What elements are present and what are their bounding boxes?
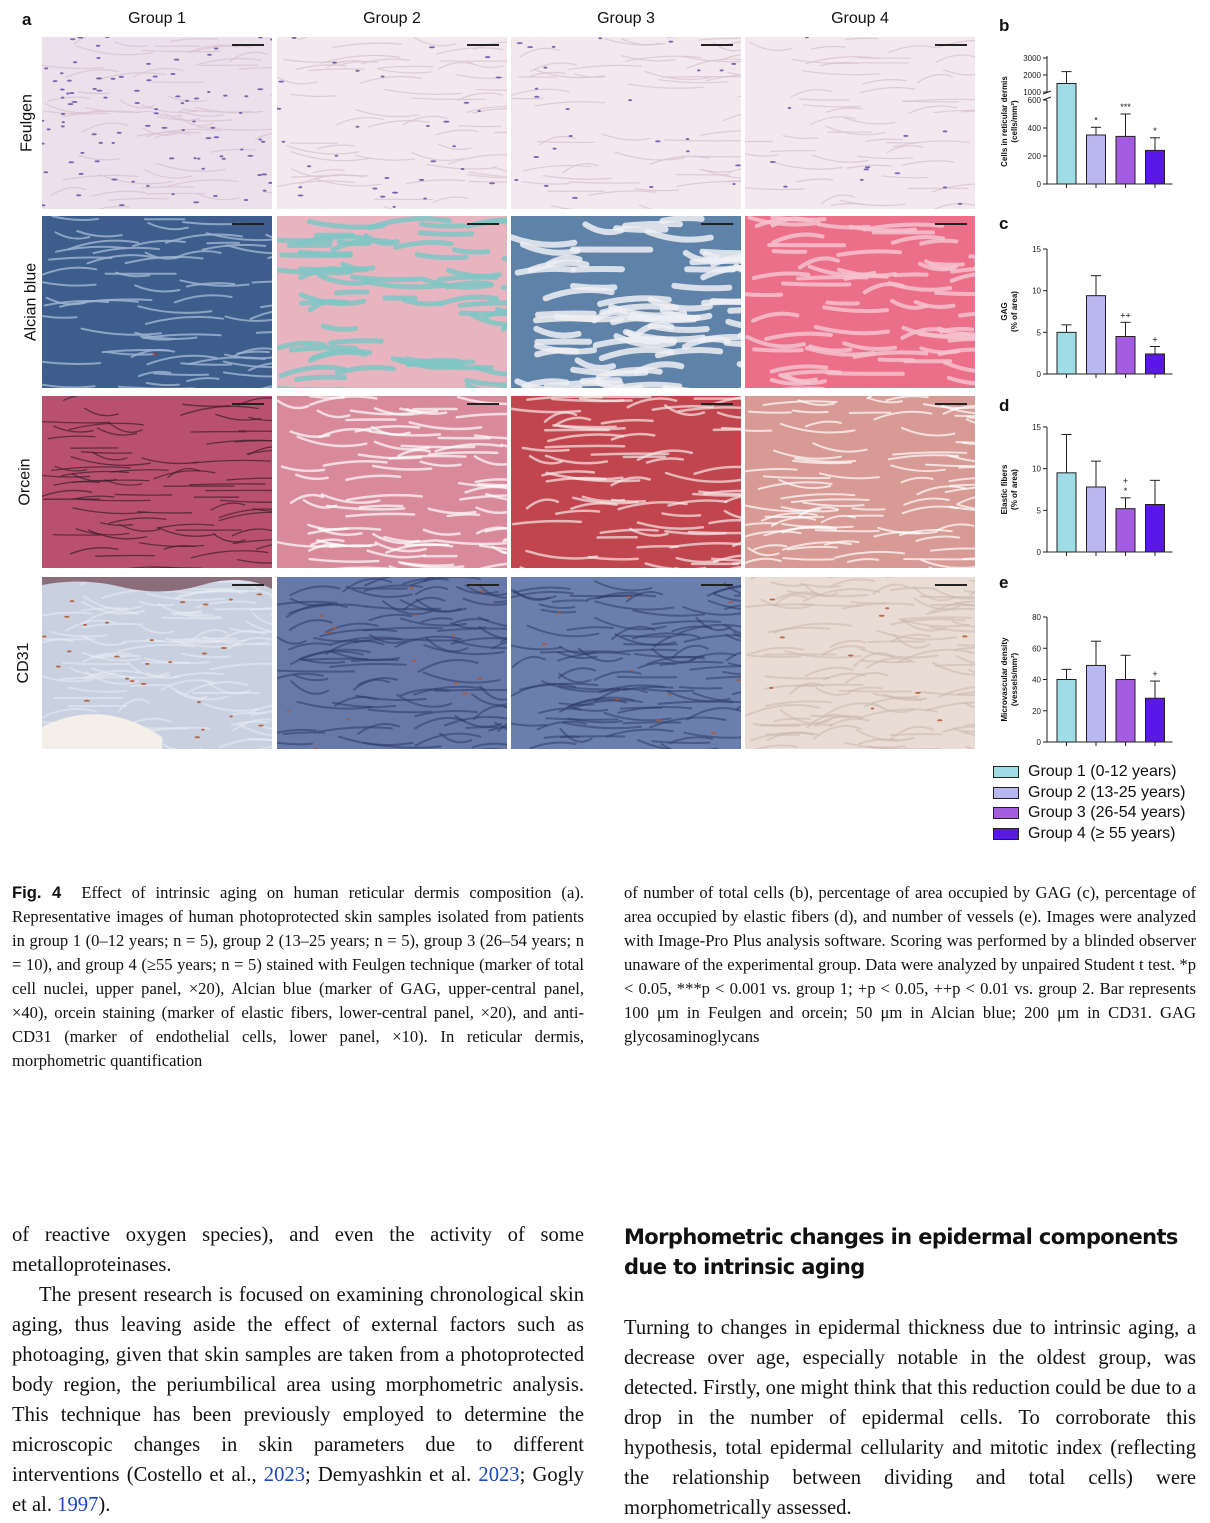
bar-d-group-1 bbox=[1057, 473, 1076, 552]
legend-swatch bbox=[993, 807, 1019, 819]
micrograph-feulgen-group-4 bbox=[745, 37, 975, 209]
legend-item bbox=[993, 783, 1185, 804]
y-tick-label: 5 bbox=[1036, 328, 1041, 338]
y-tick-label: 0 bbox=[1036, 370, 1041, 379]
significance-label: * bbox=[1094, 115, 1098, 126]
y-axis-label: Elastic fibers(% of area) bbox=[1000, 464, 1019, 515]
bar-e-group-3 bbox=[1116, 680, 1135, 743]
micrograph-orcein-group-1 bbox=[42, 396, 272, 568]
caption-right-text: of number of total cells (b), percentage of area occupied by GAG (c), percentage of area occupied by elastic fibers (d), and number of vessels (e). Images were analyzed with Image-Pro Plus analysis software. Scoring was performed by a blinded observer unaware of the experimental group. Data were analyzed by unpaired Student t test. *p < 0.05, ***p < 0.001 vs. group 1; +p < 0.05, ++p < 0.01 vs. group 2. Bar represents 100 μm in Feulgen and orcein; 50 μm in Alcian blue; 200 μm in CD31. GAG glycosaminoglycans bbox=[624, 883, 1196, 1046]
row-label-feulgen: Feulgen bbox=[18, 94, 36, 152]
y-tick-label: 2000 bbox=[1023, 71, 1041, 80]
group-header-3: Group 3 bbox=[597, 10, 655, 27]
bar-e-group-2 bbox=[1087, 665, 1106, 742]
legend-item bbox=[993, 803, 1185, 824]
bar-d-group-4 bbox=[1146, 505, 1165, 553]
y-tick-label: 0 bbox=[1036, 738, 1041, 747]
bar-b-group-4 bbox=[1146, 150, 1165, 184]
legend-swatch bbox=[993, 766, 1019, 778]
panel-e-letter: e bbox=[999, 573, 1009, 592]
bar-c-group-2 bbox=[1087, 296, 1106, 374]
bar-d-group-2 bbox=[1087, 487, 1106, 552]
micrograph-alcian-blue-group-3 bbox=[511, 216, 741, 388]
significance-label: ++ bbox=[1120, 310, 1131, 321]
scale-bar bbox=[935, 44, 967, 46]
micrograph-feulgen-group-3 bbox=[511, 37, 741, 209]
micrograph-feulgen-group-2 bbox=[277, 37, 507, 209]
bar-b-group-1 bbox=[1057, 84, 1076, 185]
legend-label: Group 3 (26-54 years) bbox=[1028, 804, 1186, 822]
legend-item bbox=[993, 824, 1185, 845]
micrograph-orcein-group-3 bbox=[511, 396, 741, 568]
body-right-column bbox=[624, 1313, 1196, 1523]
bar-chart-microvascular-density bbox=[985, 606, 1195, 751]
citation-link[interactable]: 1997 bbox=[57, 1494, 99, 1516]
micrograph-feulgen-group-1 bbox=[42, 37, 272, 209]
caption-left bbox=[12, 881, 584, 1073]
significance-label: *** bbox=[1120, 102, 1131, 112]
significance-label: + bbox=[1122, 475, 1129, 486]
y-tick-label: 600 bbox=[1027, 96, 1041, 105]
y-tick-label: 200 bbox=[1027, 152, 1041, 161]
significance-label: + bbox=[1152, 334, 1158, 345]
y-tick-label: 40 bbox=[1032, 675, 1041, 685]
bar-d-group-3 bbox=[1116, 509, 1135, 552]
significance-label: + bbox=[1152, 669, 1158, 680]
body-paragraph: of reactive oxygen species), and even the activity of some metalloproteinases. bbox=[12, 1224, 584, 1276]
legend-label: Group 2 (13-25 years) bbox=[1028, 783, 1186, 801]
y-tick-label: 5 bbox=[1036, 506, 1041, 516]
citation-link[interactable]: 2023 bbox=[263, 1464, 305, 1486]
body-left-column bbox=[12, 1220, 584, 1520]
micrograph-alcian-blue-group-2 bbox=[277, 216, 507, 388]
panel-a-letter: a bbox=[22, 10, 32, 29]
figure-label: Fig. 4 bbox=[12, 883, 62, 902]
scale-bar bbox=[701, 44, 733, 46]
y-tick-label: 10 bbox=[1032, 464, 1041, 474]
y-tick-label: 15 bbox=[1032, 423, 1041, 432]
legend-item bbox=[993, 762, 1185, 783]
scale-bar bbox=[701, 403, 733, 405]
y-tick-label: 80 bbox=[1032, 613, 1041, 622]
bar-chart-cells bbox=[985, 48, 1195, 193]
significance-label: * bbox=[1123, 485, 1128, 496]
caption-right bbox=[624, 881, 1196, 1049]
y-tick-label: 0 bbox=[1036, 180, 1041, 189]
panel-d-letter: d bbox=[999, 396, 1010, 415]
y-axis-label: Cells in reticular dermis(cells/mm²) bbox=[1000, 76, 1019, 167]
scale-bar bbox=[935, 223, 967, 225]
micrograph-alcian-blue-group-4 bbox=[745, 216, 975, 388]
legend-label: Group 4 (≥ 55 years) bbox=[1028, 824, 1176, 842]
scale-bar bbox=[935, 584, 967, 586]
citation-link[interactable]: 2023 bbox=[478, 1464, 520, 1486]
row-label-alcian-blue: Alcian blue bbox=[22, 262, 40, 342]
body-paragraph: The present research is focused on examining chronological skin aging, thus leaving aside the effect of external factors such as photoaging, given that skin samples are taken from a photoprotected body region, the periumbilical area using morphometric analysis. This technique has been previously employed to determine the microscopic changes in skin parameters due to different interventions (Costello et al., 2023; Demyashkin et al. 2023; Gogly et al. 1997). bbox=[12, 1284, 584, 1516]
legend-swatch bbox=[993, 828, 1019, 840]
panel-c-letter: c bbox=[999, 214, 1009, 233]
panel-b-letter: b bbox=[999, 16, 1010, 35]
group-header-1: Group 1 bbox=[128, 10, 186, 27]
scale-bar bbox=[232, 223, 264, 225]
y-tick-label: 3000 bbox=[1023, 54, 1041, 63]
micrograph-cd31-group-4 bbox=[745, 577, 975, 749]
bar-e-group-4 bbox=[1146, 698, 1165, 742]
legend bbox=[993, 762, 1185, 844]
body-paragraph: Turning to changes in epidermal thickness due to intrinsic aging, a decrease over age, especially notable in the oldest group, was detected. Firstly, one might think that this reduction could be due to a drop in the number of epidermal cells. To corroborate this hypothesis, total epidermal cellularity and mitotic index (reflecting the relationship between dividing and total cells) were morphometrically assessed. bbox=[624, 1317, 1196, 1519]
y-axis-label: Microvascular density(vessels/mm²) bbox=[1000, 637, 1019, 722]
significance-label: * bbox=[1153, 125, 1157, 136]
row-label-orcein: Orcein bbox=[16, 458, 34, 506]
micrograph-cd31-group-3 bbox=[511, 577, 741, 749]
scale-bar bbox=[467, 403, 499, 405]
bar-b-group-3 bbox=[1116, 136, 1135, 184]
legend-label: Group 1 (0-12 years) bbox=[1028, 763, 1177, 781]
micrograph-orcein-group-4 bbox=[745, 396, 975, 568]
scale-bar bbox=[701, 584, 733, 586]
section-heading: Morphometric changes in epidermal components due to intrinsic aging bbox=[624, 1225, 1178, 1279]
scale-bar bbox=[467, 584, 499, 586]
y-tick-label: 400 bbox=[1027, 124, 1041, 133]
y-tick-label: 10 bbox=[1032, 286, 1041, 296]
bar-e-group-1 bbox=[1057, 680, 1076, 743]
y-axis-label: GAG(% of area) bbox=[1000, 291, 1019, 332]
y-tick-label: 1000 bbox=[1023, 88, 1041, 97]
caption-left-text: Effect of intrinsic aging on human reticular dermis composition (a). Representative images of human photoprotected skin samples isolated from patients in group 1 (0–12 years; n = 5), group 2 (13–25 years; n = 5), group 3 (26–54 years; n = 10), and group 4 (≥55 years; n = 5) stained with Feulgen technique (marker of total cell nuclei, upper panel, ×20), Alcian blue (marker of GAG, upper-central panel, ×40), orcein staining (marker of elastic fibers, lower-central panel, ×20), and anti-CD31 (marker of endothelial cells, lower panel, ×10). In reticular dermis, morphometric quantification bbox=[12, 883, 584, 1070]
micrograph-cd31-group-1 bbox=[42, 577, 272, 749]
scale-bar bbox=[232, 403, 264, 405]
y-tick-label: 0 bbox=[1036, 548, 1041, 557]
scale-bar bbox=[935, 403, 967, 405]
scale-bar bbox=[232, 44, 264, 46]
group-header-2: Group 2 bbox=[363, 10, 421, 27]
group-header-4: Group 4 bbox=[831, 10, 889, 27]
bar-chart-gag bbox=[985, 238, 1195, 383]
legend-swatch bbox=[993, 787, 1019, 799]
micrograph-cd31-group-2 bbox=[277, 577, 507, 749]
scale-bar bbox=[701, 223, 733, 225]
bar-chart-elastic-fibers bbox=[985, 416, 1195, 561]
y-tick-label: 15 bbox=[1032, 245, 1041, 254]
scale-bar bbox=[232, 584, 264, 586]
bar-c-group-1 bbox=[1057, 332, 1076, 374]
micrograph-alcian-blue-group-1 bbox=[42, 216, 272, 388]
bar-b-group-2 bbox=[1087, 135, 1106, 184]
y-tick-label: 20 bbox=[1032, 706, 1041, 716]
row-label-cd31: CD31 bbox=[15, 642, 33, 684]
bar-c-group-3 bbox=[1116, 337, 1135, 375]
micrograph-orcein-group-2 bbox=[277, 396, 507, 568]
bar-c-group-4 bbox=[1146, 354, 1165, 374]
y-tick-label: 60 bbox=[1032, 644, 1041, 654]
scale-bar bbox=[467, 44, 499, 46]
scale-bar bbox=[467, 223, 499, 225]
